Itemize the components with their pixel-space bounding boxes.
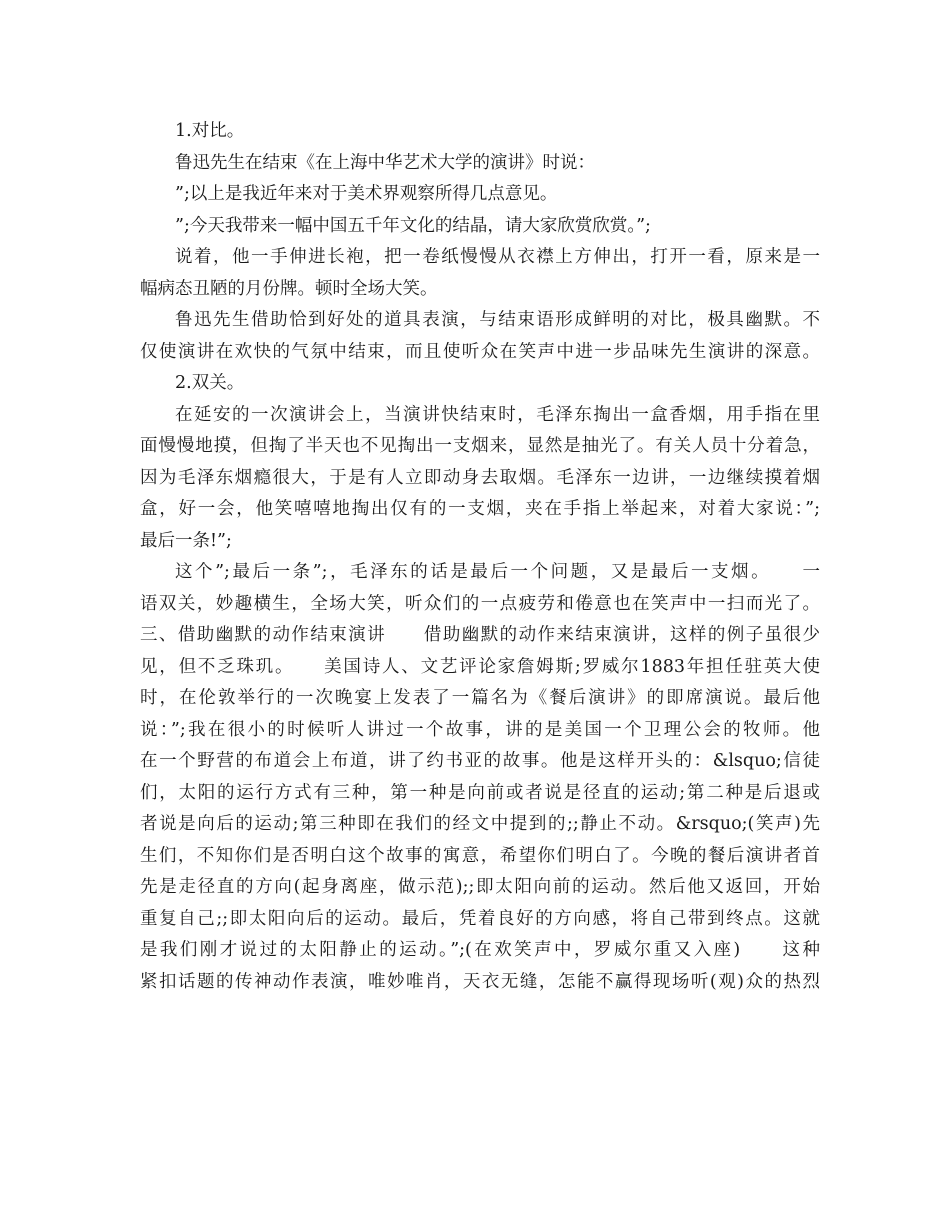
text-line: 说：”;我在很小的时候听人讲过一个故事，讲的是美国一个卫理公会的牧师。他 [140,719,820,740]
text-line: 幅病态丑陋的月份牌。顿时全场大笑。 [140,278,438,299]
text-line: 见，但不乏珠玑。 美国诗人、文艺评论家詹姆斯;罗威尔1883年担任驻英大使 [140,656,820,677]
text-line: 语双关，妙趣横生，全场大笑，听众们的一点疲劳和倦意也在笑声中一扫而光了。 [140,593,820,614]
text-line: 是我们刚才说过的太阳静止的运动。”;(在欢笑声中，罗威尔重又入座) 这种 [140,940,820,960]
text-line: ”;以上是我近年来对于美术界观察所得几点意见。 [175,184,558,204]
text-line: 因为毛泽东烟瘾很大，于是有人立即动身去取烟。毛泽东一边讲，一边继续摸着烟 [140,467,820,488]
text-line: 先是走径直的方向(起身离座，做示范);;即太阳向前的运动。然后他又返回，开始 [140,877,820,897]
text-line: 重复自己;;即太阳向后的运动。最后，凭着良好的方向感，将自己带到终点。这就 [140,908,820,929]
text-line: 紧扣话题的传神动作表演，唯妙唯肖，天衣无缝，怎能不赢得现场听(观)众的热烈 [140,971,820,992]
text-line: 生们，不知你们是否明白这个故事的寓意，希望你们明白了。今晚的餐后演讲者首 [140,845,820,866]
text-line: 者说是向后的运动;第三种即在我们的经文中提到的;;静止不动。&rsquo;(笑声)先 [140,814,820,834]
document-body [140,116,820,998]
text-line: 最后一条!”; [140,530,232,551]
text-line: 这个”;最后一条”;，毛泽东的话是最后一个问题，又是最后一支烟。 一 [175,562,820,582]
text-line: 三、借助幽默的动作结束演讲 借助幽默的动作来结束演讲，这样的例子虽很少 [140,625,820,645]
text-line: ”;今天我带来一幅中国五千年文化的结晶，请大家欣赏欣赏。”; [175,215,651,236]
text-line: 盒，好一会，他笑嘻嘻地掏出仅有的一支烟，夹在手指上举起来，对着大家说：”; [140,499,820,519]
text-line: 说着，他一手伸进长袍，把一卷纸慢慢从衣襟上方伸出，打开一看，原来是一 [175,247,820,267]
text-line: 2.双关。 [175,373,245,393]
text-line: 1.对比。 [175,121,245,141]
text-line: 面慢慢地摸，但掏了半天也不见掏出一支烟来，显然是抽光了。有关人员十分着急， [140,436,820,456]
text-line: 鲁迅先生在结束《在上海中华艺术大学的演讲》时说： [175,152,595,173]
text-line: 们，太阳的运行方式有三种，第一种是向前或者说是径直的运动;第二种是后退或 [140,782,820,803]
text-line: 鲁迅先生借助恰到好处的道具表演，与结束语形成鲜明的对比，极具幽默。不 [175,310,820,330]
text-line: 在延安的一次演讲会上，当演讲快结束时，毛泽东掏出一盒香烟，用手指在里 [175,404,820,425]
text-line: 仅使演讲在欢快的气氛中结束，而且使听众在笑声中进一步品味先生演讲的深意。 [140,341,820,362]
text-line: 时，在伦敦举行的一次晚宴上发表了一篇名为《餐后演讲》的即席演说。最后他 [140,688,820,708]
text-line: 在一个野营的布道会上布道，讲了约书亚的故事。他是这样开头的：&lsquo;信徒 [140,751,820,771]
